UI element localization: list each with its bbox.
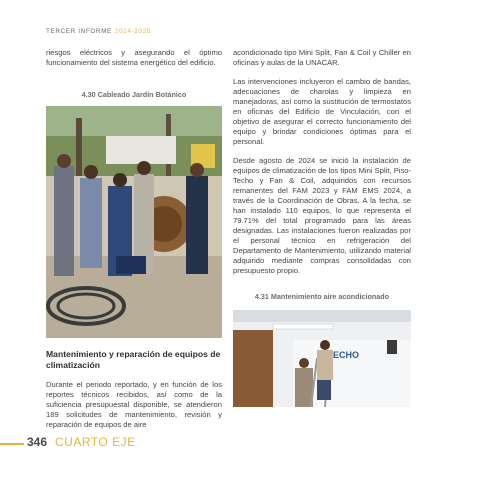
photo-cable-garden	[46, 106, 222, 338]
header-years: 2024-2025	[114, 28, 151, 35]
figure-caption-left: 4.30 Cableado Jardín Botánico	[81, 90, 187, 99]
right-paragraph-1: acondicionado tipo Mini Split, Fan & Coil y Chiller en oficinas y aulas de la UNACAR.	[233, 48, 411, 67]
right-paragraph-3: Desde agosto de 2024 se inició la instalación de equipos de climatización de los tipos Mini Split, Piso-Techo y Fan & Coil, adquiridos con recursos remanentes del FAM 2023 y FAM EMS 2024, a través de la Coordinación de Obras. A la fecha, se han instalado 110 equipos, lo que representa el 79.71% del total programado para las áreas designadas. Las instalaciones fueron realizadas por el personal técnico en refrigeración del Departamento de Mantenimiento, utilizando material adquirido mediante compras consolidadas con presupuesto propio.	[233, 156, 411, 275]
wall-sign-text: ECHO	[333, 350, 360, 360]
photo-ac-maintenance	[233, 310, 411, 407]
page-footer	[0, 432, 200, 452]
figure-caption-right: 4.31 Mantenimiento aire acondicionado	[254, 292, 390, 301]
footer-rule	[0, 443, 24, 445]
right-column	[233, 48, 411, 285]
left-column	[46, 48, 222, 77]
running-header	[46, 28, 151, 35]
page-number: 346	[27, 435, 48, 449]
section-heading: Mantenimiento y reparación de equipos de climatización	[46, 349, 221, 370]
hvac-section	[46, 349, 222, 430]
left-paragraph-1: riesgos eléctricos y asegurando el óptimo funcionamiento del sistema energético del edificio.	[46, 48, 222, 67]
right-paragraph-2: Las intervenciones incluyeron el cambio de bandas, adecuaciones de charolas y limpieza en manejadoras, así como la sustitución de termostatos en oficinas del Edificio de Vinculación, con el objetivo de asegurar el correcto funcionamiento del equipo y brindar condiciones óptimas para el personal.	[233, 77, 411, 146]
section-paragraph-1: Durante el periodo reportado, y en función de los reportes técnicos recibidos, así como de la suficiencia presupuestal disponible, se atendieron 189 solicitudes de mantenimiento, revisión y reparación de equipos de aire	[46, 380, 222, 429]
section-title: CUARTO EJE	[55, 435, 136, 449]
header-title: TERCER INFORME	[46, 28, 112, 35]
